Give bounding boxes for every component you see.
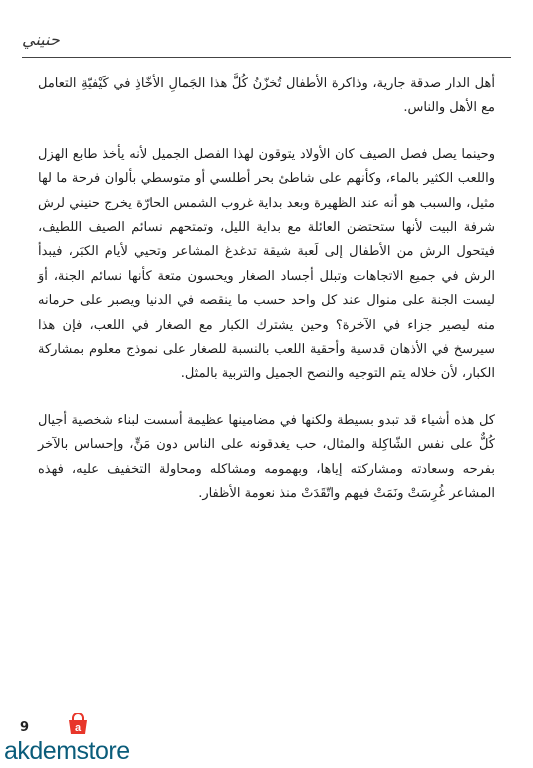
- paragraph-2: وحينما يصل فصل الصيف كان الأولاد يتوقون لهذا الفصل الجميل لأنه يأخذ طابع الهزل واللعب الكثير بالماء، وكأنهم على شاطئ بحر أطلسي أو متوسطي بألوان فرحة ما لها مثيل، والسبب هو أنه عند الظهيرة وبعد بداية غروب الشمس الحارّة يخرج حنيني لرش شرفة البيت لأنها ستحتضن العائلة مع بداية الليل، وتمتحهم نسائم الصيف اللطيف، فيتحول الرش من الأطفال إلى لَعبة شيقة تدغدغ المشاعر وتحيي لأيام الكبَر، فيبدأ الرش في جميع الاتجاهات وتبلل أجساد الصغار ويحسون متعة كأنها نسائم الجنة، أوَ ليست الجنة على منوال عند كل واحد حسب ما ينقصه في الدنيا ويصبر على حرمانه منه ليصير جزاء في الآخرة؟ وحين يشترك الكبار مع الصغار في اللعب، فإن هذا سيرسخ في الأذهان قدسية وأحقية اللعب بالنسبة للصغار على نموذج معلوم بمشاركة الكبار، لأن خلاله يتم التوجيه والنصح الجميل والتربية بالمثل.: [38, 146, 495, 382]
- paragraph-1: أهل الدار صدقة جارية، وذاكرة الأطفال تُخزّنُ كُلَّ هذا الجَمالِ الأخّاذِ في كَيْفيّةِ التعامل مع الأهل والناس.: [38, 76, 495, 116]
- running-header-title: حنيني: [22, 30, 60, 49]
- brand-watermark: akdemstore: [4, 737, 130, 765]
- paragraph-3: كل هذه أشياء قد تبدو بسيطة ولكنها في مضامينها عظيمة أسست لبناء شخصية أجيال كُلٌّ على نفس الشّاكِلة والمثال، حب يغدقونه على الناس دون مَنٍّ، وإحساس بالآخر بفرحه وسعادته ومشاركته إياها، وبهمومه ومشاكله ومحاولة التخفيف عليه، فهذه المشاعر غُرِسَتْ ونَمَتْ فيهم واتّقَدَتْ منذ نعومة الأظفار.: [38, 412, 495, 502]
- body-text: [38, 72, 495, 507]
- header-divider: [22, 57, 511, 58]
- page-number: 9: [20, 720, 30, 735]
- svg-text:a: a: [74, 722, 82, 734]
- shopping-bag-icon: [66, 713, 90, 735]
